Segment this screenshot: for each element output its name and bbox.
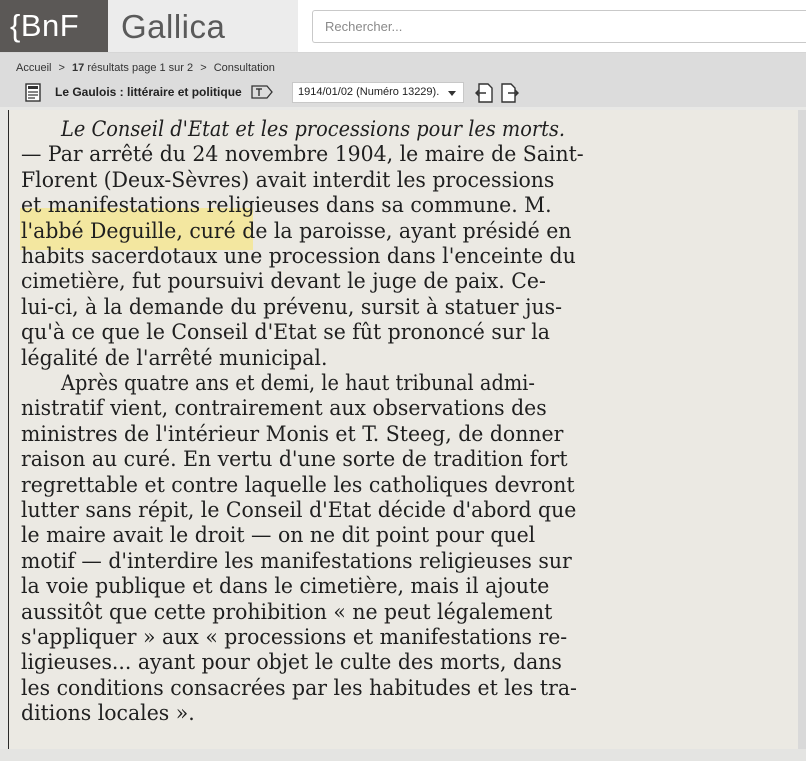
article-line: l'abbé Deguille, curé de la paroisse, ayant présidé en (21, 218, 572, 243)
viewer-edge (798, 110, 806, 749)
breadcrumb-results[interactable]: résultats page 1 sur 2 (87, 62, 194, 74)
article-line: Le Conseil d'Etat et les processions pour les morts. (61, 117, 566, 141)
article-line: Après quatre ans et demi, le haut tribunal admi- (61, 371, 535, 395)
article-line: ditions locales ». (21, 701, 195, 726)
article-line: ministres de l'intérieur Monis et T. Steeg, de donner (21, 421, 564, 446)
results-count[interactable]: 17 (72, 62, 85, 74)
document-title: Le Gaulois : littéraire et politique (55, 85, 242, 99)
issue-date-value: 1914/01/02 (Numéro 13229). (298, 86, 440, 98)
article-line: la voie publique et dans le cimetière, mais il ajoute (21, 574, 550, 599)
article-line: s'appliquer » aux « processions et manifestations re- (21, 625, 568, 649)
text-mode-icon[interactable] (251, 85, 273, 104)
article-line: raison au curé. En vertu d'une sorte de tradition fort (21, 447, 568, 472)
previous-issue-icon[interactable] (475, 83, 493, 108)
article-line: motif — d'interdire les manifestations religieuses sur (21, 548, 572, 573)
article-line: légalité de l'arrêté municipal. (21, 345, 328, 370)
newspaper-scan[interactable] (8, 110, 799, 749)
article-line: lui-ci, à la demande du prévenu, sursit à statuer jus- (21, 294, 563, 319)
gallica-brand[interactable]: Gallica (108, 0, 298, 52)
breadcrumb-separator: > (58, 62, 65, 74)
next-issue-icon[interactable] (501, 83, 519, 108)
top-header (0, 0, 806, 53)
article-line: Florent (Deux-Sèvres) avait interdit les processions (21, 167, 555, 192)
breadcrumb-separator: > (200, 62, 207, 74)
article-line: regrettable et contre laquelle les catholiques devront (21, 472, 575, 497)
search-input[interactable] (312, 10, 806, 43)
issue-date-select[interactable] (292, 82, 464, 103)
article-line: les conditions consacrées par les habitudes et les tra- (21, 675, 577, 700)
breadcrumb-home[interactable]: Accueil (16, 62, 52, 74)
article-line: aussitôt que cette prohibition « ne peut légalement (21, 599, 553, 624)
chevron-down-icon (448, 91, 456, 96)
article-line: nistratif vient, contrairement aux observations des (21, 396, 547, 421)
article-line: — Par arrêté du 24 novembre 1904, le maire de Saint- (21, 142, 584, 167)
article-line: habits sacerdotaux une procession dans l'enceinte du (21, 244, 576, 268)
bnf-logo[interactable]: {BnF (0, 0, 108, 52)
article-line: lutter sans répit, le Conseil d'Etat décide d'abord que (21, 498, 577, 522)
article-line: le maire avait le droit — on ne dit point pour quel (21, 523, 536, 548)
article-line: ligieuses... ayant pour objet le culte des morts, dans (21, 650, 562, 675)
article-line: qu'à ce que le Conseil d'Etat se fût prononcé sur la (21, 320, 550, 345)
breadcrumb-current: Consultation (213, 62, 275, 74)
breadcrumb (16, 62, 275, 74)
document-icon (25, 83, 41, 107)
viewer-bottom (0, 749, 806, 761)
article-line: cimetière, fut poursuivi devant le juge de paix. Ce- (21, 269, 546, 294)
document-toolbar (0, 53, 806, 107)
article-line: et manifestations religieuses dans sa commune. M. (21, 193, 552, 218)
